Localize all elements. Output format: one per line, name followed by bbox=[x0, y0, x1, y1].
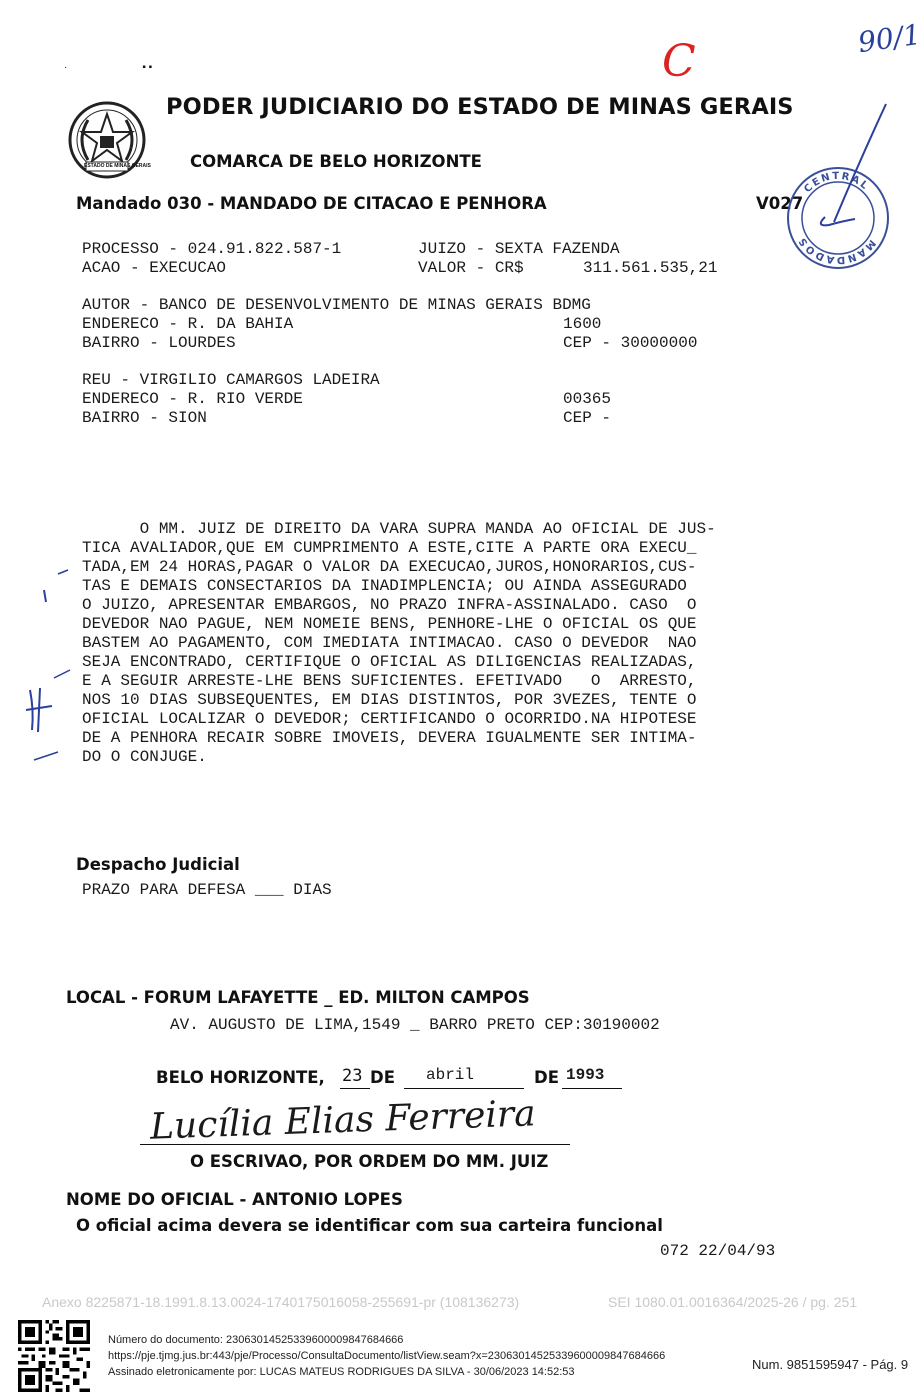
valor-amount: 311.561.535,21 bbox=[583, 259, 718, 277]
reu-numero: 00365 bbox=[563, 390, 612, 408]
local-title: LOCAL - FORUM LAFAYETTE _ ED. MILTON CAMPOS bbox=[66, 988, 530, 1007]
date-year: 1993 bbox=[566, 1066, 605, 1084]
escrivao-caption: O ESCRIVAO, POR ORDEM DO MM. JUIZ bbox=[190, 1152, 549, 1171]
svg-text:CENTRAL: CENTRAL bbox=[802, 170, 872, 196]
body-line: TAS E DEMAIS CONSECTARIOS DA INADIMPLENCIA; OU AINDA ASSEGURADO bbox=[82, 577, 687, 595]
autor-endereco: ENDERECO - R. DA BAHIA bbox=[82, 315, 294, 333]
body-line: DEVEDOR NAO PAGUE, NEM NOMEIE BENS, PENHORE-LHE O OFICIAL OS QUE bbox=[82, 615, 697, 633]
body-line: BASTEM AO PAGAMENTO, COM IMEDIATA INTIMACAO. CASO O DEVEDOR NAO bbox=[82, 634, 697, 652]
autor-line: AUTOR - BANCO DE DESENVOLVIMENTO DE MINAS GERAIS BDMG bbox=[82, 296, 591, 314]
acao-line: ACAO - EXECUCAO bbox=[82, 259, 227, 277]
date-month: abril bbox=[426, 1066, 475, 1084]
mandado-title: Mandado 030 - MANDADO DE CITACAO E PENHORA bbox=[76, 194, 547, 213]
body-line: SEJA ENCONTRADO, CERTIFIQUE O OFICIAL AS DILIGENCIAS REALIZADAS, bbox=[82, 653, 697, 671]
body-line: NOS 10 DIAS SUBSEQUENTES, EM DIAS DISTINTOS, POR 3VEZES, TENTE O bbox=[82, 691, 697, 709]
svg-text:MANDADOS: MANDADOS bbox=[796, 234, 878, 266]
oficial-name: NOME DO OFICIAL - ANTONIO LOPES bbox=[66, 1190, 403, 1209]
reu-line: REU - VIRGILIO CAMARGOS LADEIRA bbox=[82, 371, 380, 389]
handwritten-c-mark: C bbox=[662, 36, 696, 87]
qr-code-icon[interactable] bbox=[18, 1320, 90, 1392]
doc-url[interactable]: https://pje.tjmg.jus.br:443/pje/Processo/ConsultaDocumento/listView.seam?x=23063014525339600009847684666 bbox=[108, 1350, 666, 1362]
body-line: DE A PENHORA RECAIR SOBRE IMOVEIS, DEVERA IGUALMENTE SER INTIMA- bbox=[82, 729, 697, 747]
court-title: PODER JUDICIARIO DO ESTADO DE MINAS GERAIS bbox=[166, 94, 794, 120]
date-de-2: DE bbox=[534, 1068, 559, 1087]
handwritten-line bbox=[820, 100, 890, 230]
autor-numero: 1600 bbox=[563, 315, 602, 333]
seal-text: ESTADO DE MINAS GERAIS bbox=[84, 163, 151, 169]
date-year-rule bbox=[562, 1088, 622, 1089]
signature-rule bbox=[140, 1144, 570, 1145]
handwritten-signature: Lucília Elias Ferreira bbox=[149, 1093, 537, 1148]
doc-number: Número do documento: 23063014525339600009847684666 bbox=[108, 1334, 404, 1346]
page-number: Num. 9851595947 - Pág. 9 bbox=[752, 1357, 909, 1372]
handwritten-page-number: 90/1 bbox=[856, 17, 923, 60]
body-line: OFICIAL LOCALIZAR O DEVEDOR; CERTIFICANDO O OCORRIDO.NA HIPOTESE bbox=[82, 710, 697, 728]
date-de-1: DE bbox=[370, 1068, 395, 1087]
signed-by: Assinado eletronicamente por: LUCAS MATEUS RODRIGUES DA SILVA - 30/06/2023 14:52:53 bbox=[108, 1366, 575, 1378]
reu-cep: CEP - bbox=[563, 409, 612, 427]
margin-handwritten-marks bbox=[18, 560, 78, 770]
body-line: O JUIZO, APRESENTAR EMBARGOS, NO PRAZO INFRA-ASSINALADO. CASO O bbox=[82, 596, 697, 614]
body-line: E A SEGUIR ARRESTE-LHE BENS SUFICIENTES. EFETIVADO O ARRESTO, bbox=[82, 672, 697, 690]
date-month-rule bbox=[404, 1088, 524, 1089]
date-day-rule bbox=[340, 1088, 370, 1089]
despacho-title: Despacho Judicial bbox=[76, 855, 240, 874]
date-city: BELO HORIZONTE, bbox=[156, 1068, 325, 1087]
local-address: AV. AUGUSTO DE LIMA,1549 _ BARRO PRETO CEP:30190002 bbox=[170, 1016, 660, 1034]
body-line: TADA,EM 24 HORAS,PAGAR O VALOR DA EXECUCAO,JUROS,HONORARIOS,CUS- bbox=[82, 558, 697, 576]
valor-label: VALOR - CR$ bbox=[418, 259, 524, 277]
oficial-note: O oficial acima devera se identificar com sua carteira funcional bbox=[76, 1216, 663, 1235]
processo-line: PROCESSO - 024.91.822.587-1 bbox=[82, 240, 342, 258]
anexo-footer: Anexo 8225871-18.1991.8.13.0024-1740175016058-255691-pr (108136273) bbox=[42, 1294, 520, 1310]
body-line: TICA AVALIADOR,QUE EM CUMPRIMENTO A ESTE,CITE A PARTE ORA EXECU_ bbox=[82, 539, 697, 557]
oficial-code: 072 22/04/93 bbox=[660, 1242, 776, 1260]
mandado-code: V027 bbox=[756, 194, 804, 213]
comarca-title: COMARCA DE BELO HORIZONTE bbox=[190, 152, 482, 171]
prazo-defesa: PRAZO PARA DEFESA ___ DIAS bbox=[82, 881, 332, 899]
body-line: O MM. JUIZ DE DIREITO DA VARA SUPRA MANDA AO OFICIAL DE JUS- bbox=[82, 520, 716, 538]
sei-footer: SEI 1080.01.0016364/2025-26 / pg. 251 bbox=[608, 1294, 858, 1310]
body-line: DO O CONJUGE. bbox=[82, 748, 207, 766]
reu-endereco: ENDERECO - R. RIO VERDE bbox=[82, 390, 303, 408]
date-day: 23 bbox=[342, 1066, 363, 1086]
stray-mark: · ▪ ▪ bbox=[64, 62, 153, 73]
juizo-line: JUIZO - SEXTA FAZENDA bbox=[418, 240, 620, 258]
autor-cep: CEP - 30000000 bbox=[563, 334, 698, 352]
autor-bairro: BAIRRO - LOURDES bbox=[82, 334, 236, 352]
reu-bairro: BAIRRO - SION bbox=[82, 409, 207, 427]
mandado-body bbox=[82, 520, 812, 767]
